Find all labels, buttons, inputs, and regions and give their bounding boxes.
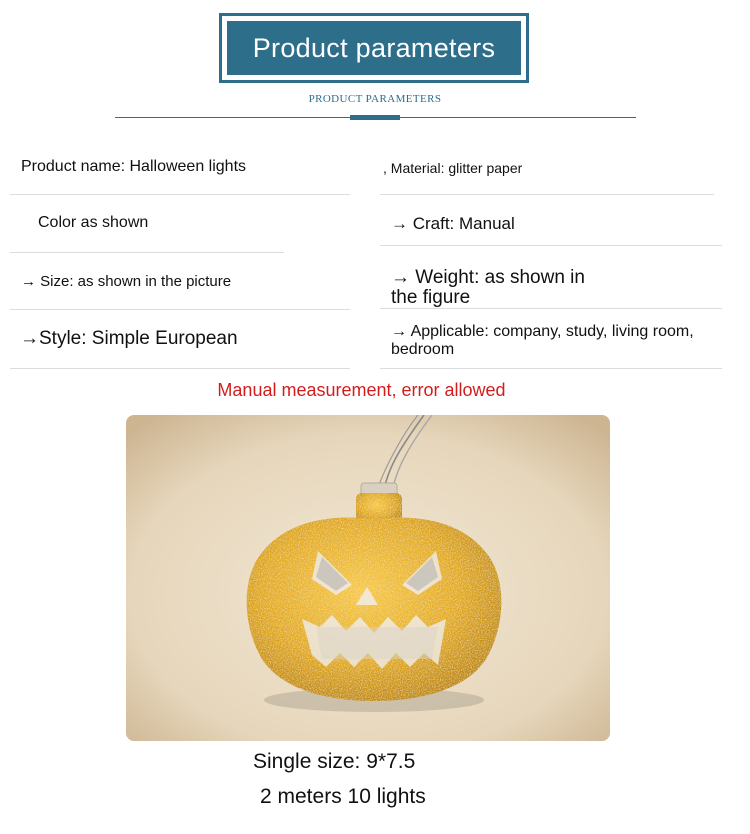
row-divider (380, 194, 714, 195)
light-count-label: 2 meters 10 lights (260, 785, 426, 808)
param-applicable (391, 323, 694, 359)
param-weight-line2: the figure (391, 287, 471, 308)
row-divider (10, 309, 350, 310)
measurement-note: Manual measurement, error allowed (217, 380, 506, 400)
glitter-pumpkin-light-icon (126, 415, 610, 741)
row-divider (380, 308, 722, 309)
page-subtitle: PRODUCT PARAMETERS (308, 93, 442, 105)
param-weight (391, 268, 585, 308)
title-banner (219, 13, 529, 83)
param-color: Color as shown (38, 214, 149, 231)
param-applicable-line1: → Applicable: company, study, living room, (391, 323, 694, 340)
param-applicable-line2: bedroom (391, 341, 455, 358)
single-size-label: Single size: 9*7.5 (253, 750, 416, 773)
param-material: , Material: glitter paper (383, 160, 523, 176)
param-product-name: Product name: Halloween lights (21, 158, 247, 175)
page-title: Product parameters (227, 21, 521, 75)
row-divider (380, 368, 722, 369)
param-weight-line1: → Weight: as shown in (391, 267, 585, 288)
row-divider (10, 368, 350, 369)
row-divider (10, 194, 350, 195)
subtitle-accent-bar (350, 115, 400, 120)
product-photo (126, 415, 610, 741)
param-size: → Size: as shown in the picture (21, 273, 232, 290)
param-style: →Style: Simple European (20, 328, 238, 349)
row-divider (380, 245, 722, 246)
param-craft: → Craft: Manual (391, 214, 515, 233)
row-divider (10, 252, 284, 253)
